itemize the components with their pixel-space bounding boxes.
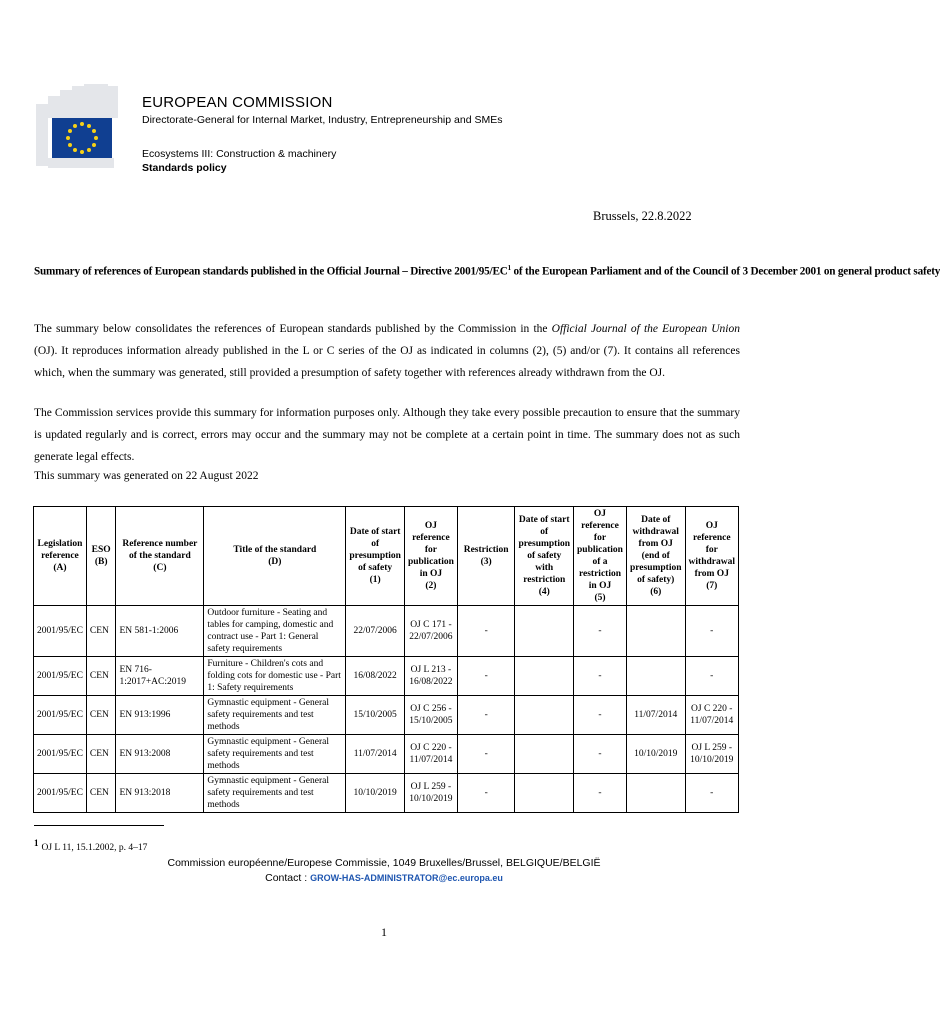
- table-cell: [515, 657, 574, 696]
- table-cell: 10/10/2019: [346, 774, 405, 813]
- org-title: EUROPEAN COMMISSION: [142, 94, 333, 111]
- intro-text-a: The summary below consolidates the references of European standards published by the Commission in the: [34, 323, 552, 335]
- flag-star-icon: [66, 136, 70, 140]
- table-cell: OJ C 171 - 22/07/2006: [404, 606, 457, 657]
- table-cell: -: [685, 774, 738, 813]
- title-text-start: Summary of references of European standards published in the Official Journal – Directive 2001/95/EC: [34, 265, 508, 278]
- table-cell: 2001/95/EC: [34, 606, 87, 657]
- table-cell: CEN: [86, 657, 116, 696]
- table-cell: EN 716-1:2017+AC:2019: [116, 657, 204, 696]
- column-header-title: Restriction: [463, 545, 509, 555]
- summary-title: [34, 264, 940, 278]
- table-cell: [515, 696, 574, 735]
- table-cell: CEN: [86, 774, 116, 813]
- table-cell: CEN: [86, 606, 116, 657]
- table-cell: -: [574, 774, 627, 813]
- policy-name: Standards policy: [142, 162, 227, 174]
- column-header-code: (A): [53, 563, 67, 573]
- table-row: [34, 696, 739, 735]
- table-header-row: [34, 507, 739, 606]
- column-header-code: (6): [650, 587, 662, 597]
- flag-star-icon: [80, 122, 84, 126]
- table-cell: -: [574, 606, 627, 657]
- column-header-title: OJ reference for withdrawal from OJ: [688, 521, 735, 579]
- oj-name: Official Journal of the European Union: [551, 323, 740, 335]
- organization-block: [142, 94, 502, 174]
- table-cell: 22/07/2006: [346, 606, 405, 657]
- table-row: [34, 657, 739, 696]
- unit-name: Ecosystems III: Construction & machinery: [142, 148, 337, 160]
- table-cell: 2001/95/EC: [34, 657, 87, 696]
- directorate-general: Directorate-General for Internal Market, Industry, Entrepreneurship and SMEs: [142, 114, 503, 126]
- table-cell: [626, 774, 685, 813]
- column-header-code: (2): [425, 581, 437, 591]
- table-cell: OJ L 259 - 10/10/2019: [685, 735, 738, 774]
- table-cell: EN 581-1:2006: [116, 606, 204, 657]
- column-header-title: ESO: [91, 545, 111, 555]
- table-cell: [515, 606, 574, 657]
- table-cell: [626, 606, 685, 657]
- table-cell: Gymnastic equipment - General safety requirements and test methods: [204, 735, 346, 774]
- table-cell: 2001/95/EC: [34, 774, 87, 813]
- intro-text-b: (OJ). It reproduces information already published in the L or C series of the OJ as indicated in columns (2), (5) and/or (7). It contains all references which, when the summary was generated, still provided a presumption of safety together with references already withdrawn from the OJ.: [34, 345, 740, 379]
- table-cell: EN 913:2018: [116, 774, 204, 813]
- table-cell: [626, 657, 685, 696]
- column-header-code: (7): [706, 581, 718, 591]
- column-header-title: Title of the standard: [233, 545, 317, 555]
- column-header: [116, 507, 204, 606]
- column-header: [457, 507, 515, 606]
- column-header-code: (D): [268, 557, 282, 567]
- flag-star-icon: [94, 136, 98, 140]
- flag-star-icon: [68, 143, 72, 147]
- footer-address: Commission européenne/Europese Commissie, 1049 Bruxelles/Brussel, BELGIQUE/BELGIË: [167, 857, 601, 869]
- generated-date-paragraph: This summary was generated on 22 August 2022: [34, 470, 259, 482]
- table-row: [34, 774, 739, 813]
- column-header: [346, 507, 405, 606]
- footnote-ref[interactable]: 1: [507, 264, 511, 272]
- table-cell: EN 913:1996: [116, 696, 204, 735]
- intro-paragraph: [34, 318, 740, 384]
- column-header: [574, 507, 627, 606]
- table-cell: OJ C 220 - 11/07/2014: [685, 696, 738, 735]
- table-cell: -: [685, 606, 738, 657]
- table-cell: Outdoor furniture - Seating and tables for camping, domestic and contract use - Part 1: General safety requirements: [204, 606, 346, 657]
- column-header: [515, 507, 574, 606]
- ec-logo: [34, 82, 134, 182]
- table-cell: -: [574, 657, 627, 696]
- table-row: [34, 606, 739, 657]
- column-header-title: Date of start of presumption of safety with restriction: [518, 515, 571, 585]
- flag-star-icon: [80, 150, 84, 154]
- document-date: Brussels, 22.8.2022: [593, 209, 692, 223]
- contact-email-link[interactable]: GROW-HAS-ADMINISTRATOR@ec.europa.eu: [310, 873, 503, 883]
- column-header-title: OJ reference for publication of a restriction in OJ: [577, 509, 623, 591]
- footnote-number: 1: [34, 838, 39, 848]
- table-cell: -: [457, 606, 515, 657]
- table-cell: -: [574, 696, 627, 735]
- column-header-title: Reference number of the standard: [122, 539, 198, 561]
- table-cell: OJ L 259 - 10/10/2019: [404, 774, 457, 813]
- table-cell: OJ C 256 - 15/10/2005: [404, 696, 457, 735]
- table-cell: CEN: [86, 735, 116, 774]
- table-cell: 16/08/2022: [346, 657, 405, 696]
- table-cell: 11/07/2014: [346, 735, 405, 774]
- column-header-code: (B): [94, 557, 108, 567]
- column-header-title: Date of withdrawal from OJ (end of presumption of safety): [629, 515, 682, 585]
- footnote: [34, 838, 147, 853]
- table-cell: -: [457, 657, 515, 696]
- column-header: [685, 507, 738, 606]
- column-header-code: (C): [153, 563, 167, 573]
- standards-table: [33, 506, 739, 813]
- flag-star-icon: [92, 143, 96, 147]
- table-cell: 2001/95/EC: [34, 696, 87, 735]
- eu-flag: [52, 118, 112, 158]
- table-cell: [515, 774, 574, 813]
- table-cell: 15/10/2005: [346, 696, 405, 735]
- column-header-title: OJ reference for publication in OJ: [407, 521, 454, 579]
- flag-star-icon: [92, 129, 96, 133]
- table-cell: -: [685, 657, 738, 696]
- column-header-code: (4): [538, 587, 550, 597]
- flag-star-icon: [87, 148, 91, 152]
- footnote-separator: [34, 825, 164, 826]
- column-header: [404, 507, 457, 606]
- flag-star-icon: [87, 124, 91, 128]
- column-header: [86, 507, 116, 606]
- table-cell: EN 913:2008: [116, 735, 204, 774]
- table-cell: -: [457, 774, 515, 813]
- table-cell: 2001/95/EC: [34, 735, 87, 774]
- page-number: 1: [381, 925, 387, 939]
- flag-star-icon: [73, 124, 77, 128]
- letterhead: [34, 82, 734, 192]
- table-cell: [515, 735, 574, 774]
- column-header-code: (1): [369, 575, 381, 585]
- flag-star-icon: [73, 148, 77, 152]
- table-cell: Gymnastic equipment - General safety requirements and test methods: [204, 696, 346, 735]
- footer-contact: [0, 872, 768, 884]
- table-cell: -: [574, 735, 627, 774]
- table-cell: Furniture - Children's cots and folding cots for domestic use - Part 1: Safety requirements: [204, 657, 346, 696]
- column-header: [626, 507, 685, 606]
- table-cell: 11/07/2014: [626, 696, 685, 735]
- column-header-code: (5): [594, 593, 606, 603]
- title-text-end: of the European Parliament and of the Council of 3 December 2001 on general product safety: [510, 265, 940, 278]
- column-header-title: Legislation reference: [37, 539, 83, 561]
- table-cell: -: [457, 696, 515, 735]
- table-cell: CEN: [86, 696, 116, 735]
- table-cell: -: [457, 735, 515, 774]
- table-cell: 10/10/2019: [626, 735, 685, 774]
- column-header-title: Date of start of presumption of safety: [349, 527, 401, 573]
- flag-star-icon: [68, 129, 72, 133]
- footnote-text: OJ L 11, 15.1.2002, p. 4–17: [41, 843, 148, 854]
- table-row: [34, 735, 739, 774]
- column-header: [34, 507, 87, 606]
- table-cell: OJ C 220 - 11/07/2014: [404, 735, 457, 774]
- table-cell: OJ L 213 - 16/08/2022: [404, 657, 457, 696]
- contact-label: Contact :: [265, 872, 311, 884]
- table-cell: Gymnastic equipment - General safety requirements and test methods: [204, 774, 346, 813]
- column-header-code: (3): [480, 557, 492, 567]
- column-header: [204, 507, 346, 606]
- disclaimer-paragraph: The Commission services provide this summary for information purposes only. Although they take every possible precaution to ensure that the summary is updated regularly and is correct, errors may occur and the summary may not be complete at a certain point in time. The summary does not as such generate legal effects.: [34, 407, 740, 463]
